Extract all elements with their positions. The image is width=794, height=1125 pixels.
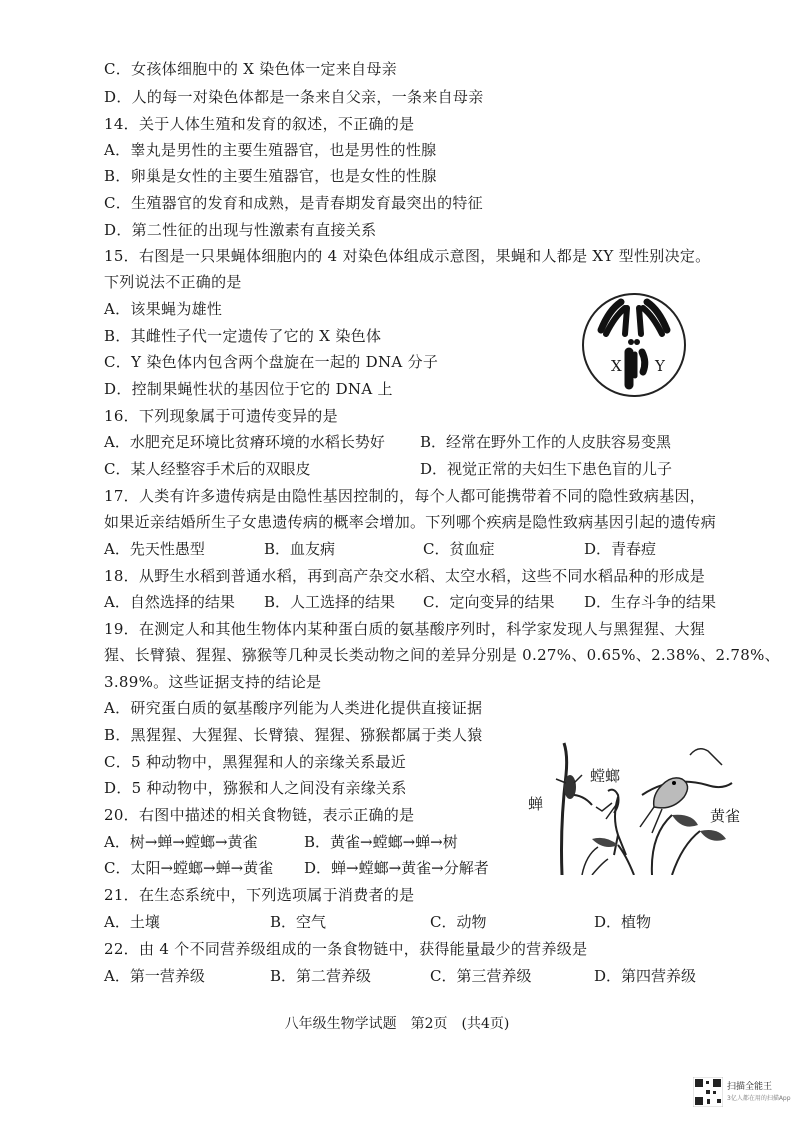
q15-option-a: A．该果蝇为雄性 — [104, 300, 223, 318]
q13-option-d: D．人的每一对染色体都是一条来自父亲，一条来自母亲 — [104, 88, 484, 106]
chromosome-figure — [579, 290, 689, 400]
q20-options-row2 — [104, 858, 524, 878]
q16-options-row1 — [104, 432, 744, 452]
q22-option-d: D．第四营养级 — [594, 967, 697, 985]
q17-option-d: D．青春痘 — [584, 540, 657, 558]
q17-stem: 17．人类有许多遗传病是由隐性基因控制的，每个人都可能携带着不同的隐性致病基因， — [104, 487, 706, 505]
q22-option-c: C．第三营养级 — [430, 967, 532, 985]
q14-option-d: D．第二性征的出现与性激素有直接关系 — [104, 221, 377, 239]
q17-stem-cont: 如果近亲结婚所生子女患遗传病的概率会增加。下列哪个疾病是隐性致病基因引起的遗传病 — [104, 513, 717, 531]
scanner-app-name: 扫描全能王 — [727, 1082, 773, 1092]
q14-option-a: A．睾丸是男性的主要生殖器官，也是男性的性腺 — [104, 141, 437, 159]
q15-option-b: B．其雌性子代一定遗传了它的 X 染色体 — [104, 327, 382, 345]
q17-options — [104, 539, 744, 559]
cicada-label: 蝉 — [528, 795, 544, 813]
q19-stem-cont2: 3.89%。这些证据支持的结论是 — [104, 673, 322, 691]
q20-stem: 20．右图中描述的相关食物链，表示正确的是 — [104, 806, 415, 824]
q18-option-a: A．自然选择的结果 — [104, 593, 235, 611]
q19-option-c: C．5 种动物中，黑猩猩和人的亲缘关系最近 — [104, 753, 407, 771]
q14-option-b: B．卵巢是女性的主要生殖器官，也是女性的性腺 — [104, 167, 437, 185]
q19-stem: 19．在测定人和其他生物体内某种蛋白质的氨基酸序列时，科学家发现人与黑猩猩、大猩 — [104, 620, 706, 638]
q20-option-a: A．树→蝉→螳螂→黄雀 — [104, 833, 258, 851]
q19-option-a: A．研究蛋白质的氨基酸序列能为人类进化提供直接证据 — [104, 699, 483, 717]
q15-option-d: D．控制果蝇性状的基因位于它的 DNA 上 — [104, 380, 393, 398]
scanner-watermark — [693, 1077, 789, 1109]
q21-option-c: C．动物 — [430, 913, 487, 931]
chromosome-y-label: Y — [655, 357, 665, 375]
q22-options — [104, 966, 744, 986]
q17-option-b: B．血友病 — [264, 540, 336, 558]
q16-stem: 16．下列现象属于可遗传变异的是 — [104, 407, 338, 425]
mantis-label: 螳螂 — [590, 767, 621, 785]
q20-options-row1 — [104, 832, 524, 852]
q16-option-c: C．某人经整容手术后的双眼皮 — [104, 460, 311, 478]
q13-option-c: C．女孩体细胞中的 X 染色体一定来自母亲 — [104, 60, 397, 78]
q19-option-b: B．黑猩猩、大猩猩、长臂猿、猩猩、猕猴都属于类人猿 — [104, 726, 483, 744]
q18-stem: 18．从野生水稻到普通水稻，再到高产杂交水稻、太空水稻，这些不同水稻品种的形成是 — [104, 567, 706, 585]
q22-option-b: B．第二营养级 — [270, 967, 372, 985]
q18-option-b: B．人工选择的结果 — [264, 593, 396, 611]
q16-option-a: A．水肥充足环境比贫瘠环境的水稻长势好 — [104, 433, 385, 451]
q22-stem: 22．由 4 个不同营养级组成的一条食物链中，获得能量最少的营养级是 — [104, 940, 588, 958]
chromosome-diagram — [579, 290, 689, 400]
q16-option-b: B．经常在野外工作的人皮肤容易变黑 — [420, 433, 672, 451]
q18-options — [104, 592, 744, 612]
q22-option-a: A．第一营养级 — [104, 967, 205, 985]
chromosome-x-label: X — [611, 357, 622, 375]
q16-options-row2 — [104, 459, 744, 479]
q18-option-c: C．定向变异的结果 — [423, 593, 555, 611]
q21-option-a: A．土壤 — [104, 913, 160, 931]
sparrow-label: 黄雀 — [710, 807, 741, 825]
q21-options — [104, 912, 744, 932]
foodchain-figure — [522, 735, 752, 875]
qr-code-icon — [693, 1077, 723, 1107]
q20-option-c: C．太阳→螳螂→蝉→黄雀 — [104, 859, 274, 877]
q19-stem-cont1: 猩、长臂猿、猩猩、猕猴等几种灵长类动物之间的差异分别是 0.27%、0.65%、2.38%、2.78%、 — [104, 646, 780, 664]
q21-option-d: D．植物 — [594, 913, 652, 931]
q20-option-d: D．蝉→螳螂→黄雀→分解者 — [304, 859, 489, 877]
q19-option-d: D．5 种动物中，猕猴和人之间没有亲缘关系 — [104, 779, 407, 797]
scanner-app-tagline: 3亿人都在用的扫描App — [727, 1095, 791, 1102]
q15-stem-cont: 下列说法不正确的是 — [104, 273, 242, 291]
page-footer: 八年级生物学试题 第2页 (共4页) — [284, 1016, 510, 1032]
q21-option-b: B．空气 — [270, 913, 327, 931]
q15-option-c: C．Y 染色体内包含两个盘旋在一起的 DNA 分子 — [104, 353, 439, 371]
q17-option-c: C．贫血症 — [423, 540, 495, 558]
q14-stem: 14．关于人体生殖和发育的叙述，不正确的是 — [104, 115, 415, 133]
q17-option-a: A．先天性愚型 — [104, 540, 205, 558]
q15-stem: 15．右图是一只果蝇体细胞内的 4 对染色体组成示意图，果蝇和人都是 XY 型性别决定。 — [104, 247, 711, 265]
q18-option-d: D．生存斗争的结果 — [584, 593, 717, 611]
q20-option-b: B．黄雀→螳螂→蝉→树 — [304, 833, 458, 851]
q14-option-c: C．生殖器官的发育和成熟，是青春期发育最突出的特征 — [104, 194, 483, 212]
q16-option-d: D．视觉正常的夫妇生下患色盲的儿子 — [420, 460, 673, 478]
q21-stem: 21．在生态系统中，下列选项属于消费者的是 — [104, 886, 415, 904]
